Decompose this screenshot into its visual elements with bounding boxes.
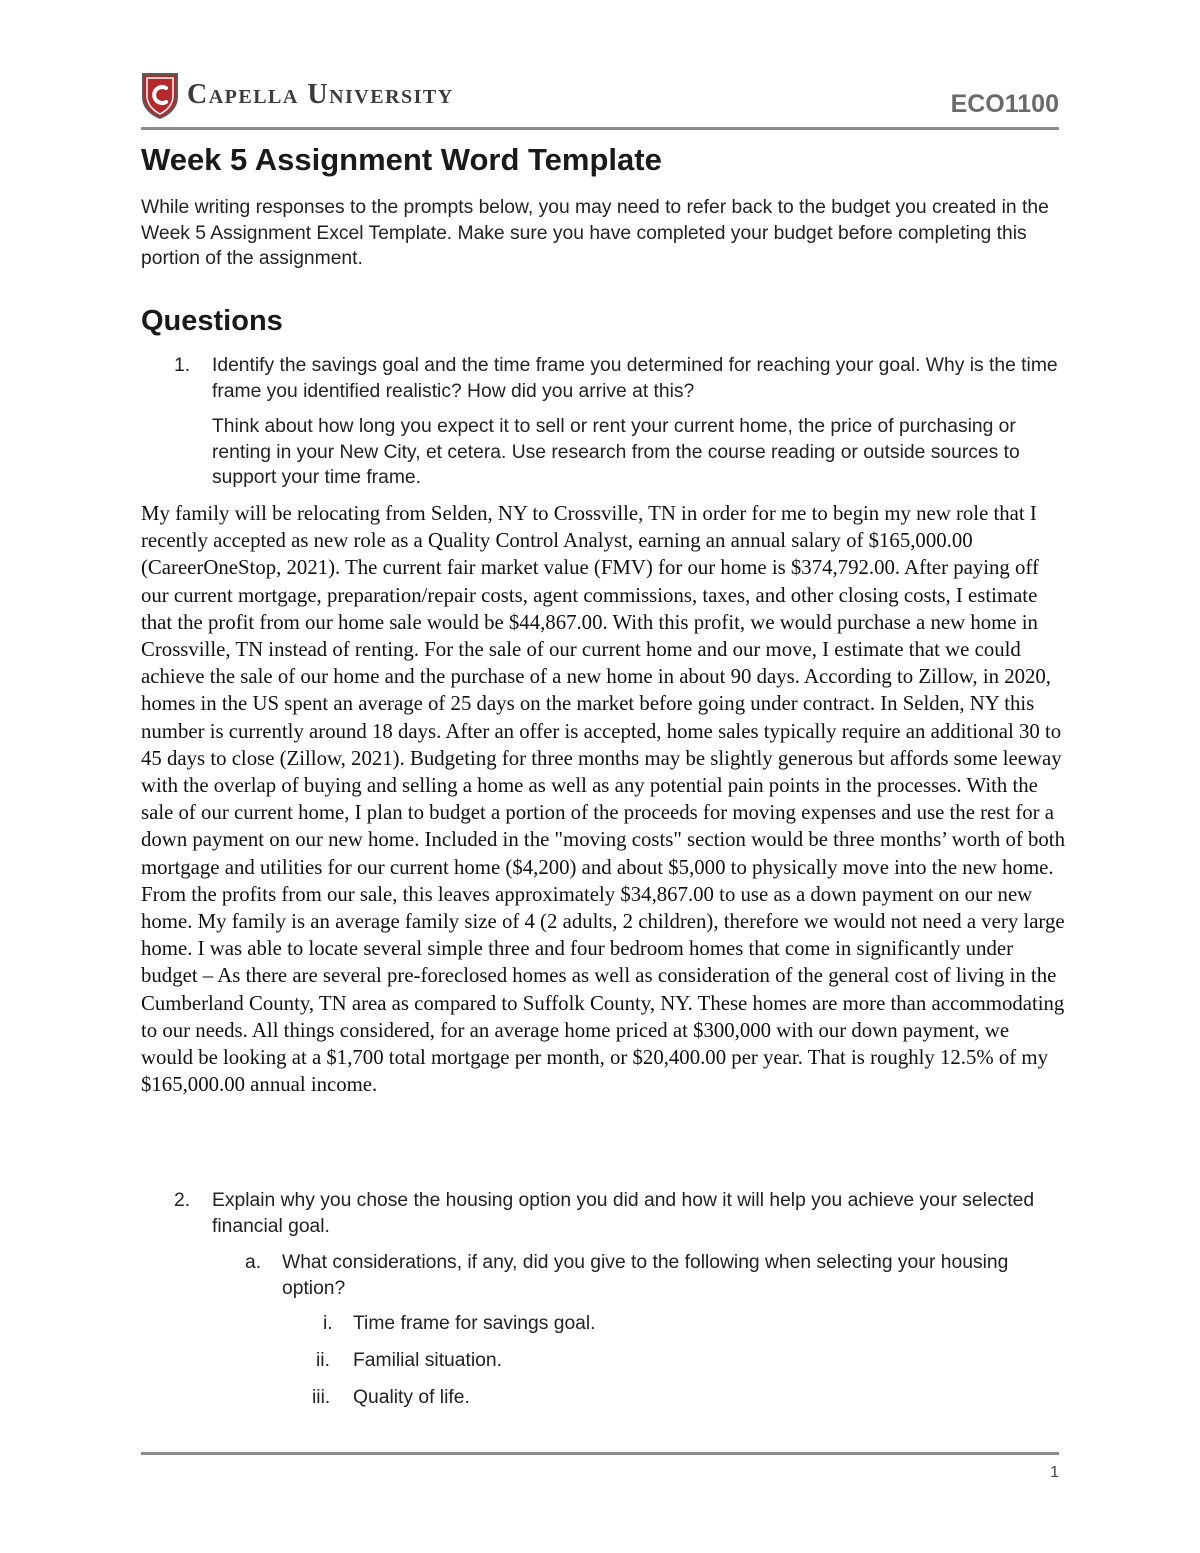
question-2a-marker: a. — [245, 1252, 262, 1273]
university-logo — [141, 70, 454, 120]
page-title: Week 5 Assignment Word Template — [141, 142, 662, 177]
footer-rule — [141, 1452, 1059, 1455]
list-item: Time frame for savings goal. — [353, 1313, 596, 1334]
list-item-marker: iii. — [312, 1387, 331, 1408]
question-2-number: 2. — [174, 1190, 191, 1211]
list-item: Quality of life. — [353, 1387, 470, 1408]
course-code: ECO1100 — [950, 90, 1059, 118]
page-header — [141, 68, 1059, 130]
answer-1-paragraph: My family will be relocating from Selden, NY to Crossville, TN in order for me to begin my new role that I recently accepted as new role as a Quality Control Analyst, earning an annual salary of $165,000.00 (CareerOneStop, 2021). The current fair market value (FMV) for our home is $374,792.00. After paying off our current mortgage, preparation/repair costs, agent commissions, taxes, and other closing costs, I estimate that the profit from our home sale would be $44,867.00. With this profit, we would purchase a new home in Crossville, TN instead of renting. For the sale of our current home and our move, I estimate that we could achieve the sale of our home and the purchase of a new home in about 90 days. According to Zillow, in 2020, homes in the US spent an average of 25 days on the market before going under contract. In Selden, NY this number is currently around 18 days. After an offer is accepted, home sales typically require an additional 30 to 45 days to close (Zillow, 2021). Budgeting for three months may be slightly generous but affords some leeway with the overlap of buying and selling a home as well as any potential pain points in the processes. With the sale of our current home, I plan to budget a portion of the proceeds for moving expenses and use the rest for a down payment on our new home. Included in the "moving costs" section would be three months’ worth of both mortgage and utilities for our current home ($4,200) and about $5,000 to physically move into the new home. From the profits from our sale, this leaves approximately $34,867.00 to use as a down payment on our new home. My family is an average family size of 4 (2 adults, 2 children), therefore we would not need a very large home. I was able to locate several simple three and four bedroom homes that come in significantly under budget – As there are several pre-foreclosed homes as well as consideration of the general cost of living in the Cumberland County, TN area as compared to Suffolk County, NY. These homes are more than accommodating to our needs. All things considered, for an average home priced at $300,000 with our down payment, we would be looking at a $1,700 total mortgage per month, or $20,400.00 per year. That is roughly 12.5% of my $165,000.00 annual income. — [141, 502, 1065, 1097]
question-2a-prompt: What considerations, if any, did you give to the following when selecting your housing option? — [282, 1252, 1009, 1299]
question-2-prompt: Explain why you chose the housing option you did and how it will help you achieve your selected financial goal. — [212, 1190, 1035, 1237]
university-name: Capella University — [187, 79, 454, 110]
intro-paragraph: While writing responses to the prompts below, you may need to refer back to the budget you created in the Week 5 Assignment Excel Template. Make sure you have completed your budget before completing this portion of the assignment. — [141, 197, 1049, 269]
page-number: 1 — [1050, 1464, 1059, 1481]
list-item: Familial situation. — [353, 1350, 502, 1371]
question-1-guidance: Think about how long you expect it to sell or rent your current home, the price of purchasing or renting in your New City, et cetera. Use research from the course reading or outside sources to support your time frame. — [212, 416, 1020, 488]
shield-logo-icon — [141, 71, 179, 119]
list-item-marker: ii. — [316, 1350, 330, 1371]
header-rule — [141, 127, 1059, 130]
questions-heading: Questions — [141, 305, 283, 337]
list-item-marker: i. — [323, 1313, 333, 1334]
question-1-prompt: Identify the savings goal and the time frame you determined for reaching your goal. Why is the time frame you identified realistic? How did you arrive at this? — [212, 355, 1058, 402]
question-1-number: 1. — [174, 355, 191, 376]
